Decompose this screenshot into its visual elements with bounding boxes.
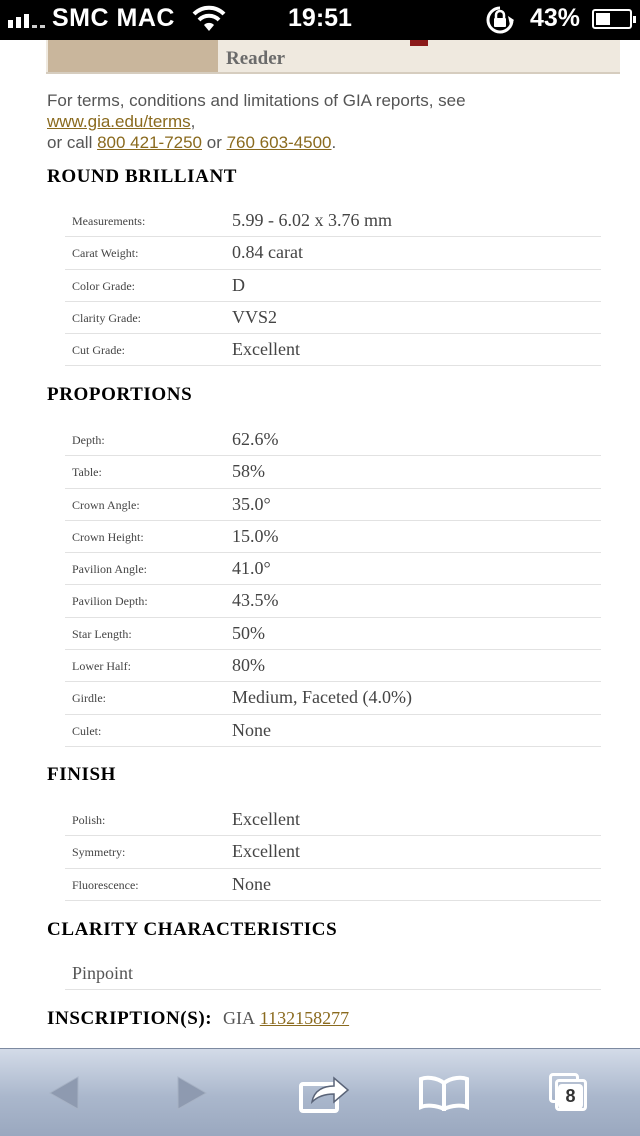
or-text: or (202, 133, 227, 152)
tab-count-badge: 8 (558, 1084, 583, 1109)
share-icon (298, 1072, 350, 1114)
row-label: Crown Height: (72, 529, 144, 544)
row-label: Star Length: (72, 626, 132, 641)
battery-icon (592, 9, 632, 29)
table-row (65, 424, 601, 456)
table-row (65, 553, 601, 585)
tabs-button[interactable] (520, 1049, 620, 1136)
carrier-name: SMC MAC (52, 4, 175, 32)
section-title-round-brilliant: ROUND BRILLIANT (47, 166, 238, 187)
table-row (65, 682, 601, 714)
table-row (65, 521, 601, 553)
finish-table (65, 804, 601, 901)
row-label: Depth: (72, 433, 105, 447)
row-value: 15.0% (232, 525, 279, 546)
row-label: Polish: (72, 813, 106, 827)
terms-link[interactable]: www.gia.edu/terms (47, 112, 191, 131)
row-value: 58% (232, 461, 265, 482)
banner-thumbnail (48, 40, 218, 72)
forward-arrow-icon (174, 1073, 210, 1113)
phone-link-1[interactable]: 800 421-7250 (97, 133, 203, 152)
clock: 19:51 (288, 4, 352, 32)
row-label: Table: (72, 465, 102, 480)
section-title-clarity-characteristics: CLARITY CHARACTERISTICS (47, 919, 338, 940)
period-text: . (331, 133, 337, 152)
or-call-text: or call (47, 133, 98, 152)
table-row (65, 650, 601, 682)
inscription (47, 1008, 349, 1030)
safari-toolbar (0, 1048, 640, 1136)
bookmarks-button[interactable] (394, 1049, 494, 1136)
inscription-prefix: GIA (223, 1008, 255, 1028)
report-banner (46, 40, 620, 74)
row-value: Excellent (232, 809, 300, 829)
battery-percent: 43% (530, 4, 581, 32)
row-value: D (232, 274, 245, 295)
row-value: None (232, 873, 271, 894)
table-row (65, 237, 601, 269)
inscription-number-link[interactable]: 1132158277 (259, 1008, 350, 1028)
row-value: 35.0° (232, 493, 271, 514)
row-value: None (232, 719, 271, 740)
back-button[interactable] (14, 1049, 114, 1136)
banner-accent (410, 40, 428, 46)
table-row (65, 618, 601, 650)
share-button[interactable] (274, 1049, 374, 1136)
rotation-lock-icon (482, 5, 518, 35)
row-value: VVS2 (232, 306, 278, 327)
table-row (65, 302, 601, 334)
terms-comma: , (190, 112, 196, 131)
battery-level (596, 13, 610, 25)
row-label: Clarity Grade: (72, 310, 141, 325)
row-label: Culet: (72, 723, 102, 738)
forward-button[interactable] (142, 1049, 242, 1136)
proportions-table (65, 424, 601, 747)
row-label: Girdle: (72, 691, 106, 706)
clarity-characteristics-row (65, 958, 601, 990)
row-value: Medium, Faceted (4.0%) (232, 687, 412, 708)
row-value: 5.99 - 6.02 x 3.76 mm (232, 210, 392, 230)
tabs-icon (547, 1071, 593, 1115)
row-label: Carat Weight: (72, 246, 139, 261)
row-label: Pavilion Depth: (72, 594, 148, 609)
table-row (65, 804, 601, 836)
row-value: Excellent (232, 841, 300, 862)
row-value: Excellent (232, 339, 300, 360)
row-value: 50% (232, 622, 265, 643)
bookmarks-icon (418, 1075, 470, 1111)
row-label: Color Grade: (72, 278, 135, 293)
row-label: Pavilion Angle: (72, 562, 147, 577)
row-label: Lower Half: (72, 659, 131, 674)
row-label: Measurements: (72, 214, 146, 228)
row-value: 43.5% (232, 590, 279, 611)
table-row (65, 334, 601, 366)
row-value: 0.84 carat (232, 242, 303, 263)
row-label: Crown Angle: (72, 497, 140, 512)
row-label: Fluorescence: (72, 877, 139, 892)
table-row (65, 585, 601, 617)
banner-text: Reader (226, 48, 286, 69)
round-brilliant-table (65, 205, 601, 366)
section-title-proportions: PROPORTIONS (47, 384, 193, 405)
terms-line: For terms, conditions and limitations of GIA reports, see (47, 91, 466, 110)
table-row (65, 205, 601, 237)
phone-link-2[interactable]: 760 603-4500 (226, 133, 332, 152)
clarity-characteristics-value: Pinpoint (72, 963, 134, 983)
inscription-label: INSCRIPTION(S): (47, 1008, 213, 1029)
table-row (65, 836, 601, 868)
row-value: 62.6% (232, 429, 279, 449)
row-value: 41.0° (232, 558, 271, 579)
table-row (65, 869, 601, 901)
back-arrow-icon (46, 1073, 82, 1113)
table-row (65, 489, 601, 521)
row-label: Symmetry: (72, 845, 126, 860)
terms-notice (47, 90, 607, 153)
row-value: 80% (232, 655, 265, 676)
section-title-finish: FINISH (47, 764, 117, 785)
table-row (65, 270, 601, 302)
table-row (65, 715, 601, 747)
table-row (65, 456, 601, 488)
status-bar (0, 0, 640, 40)
row-label: Cut Grade: (72, 343, 125, 358)
